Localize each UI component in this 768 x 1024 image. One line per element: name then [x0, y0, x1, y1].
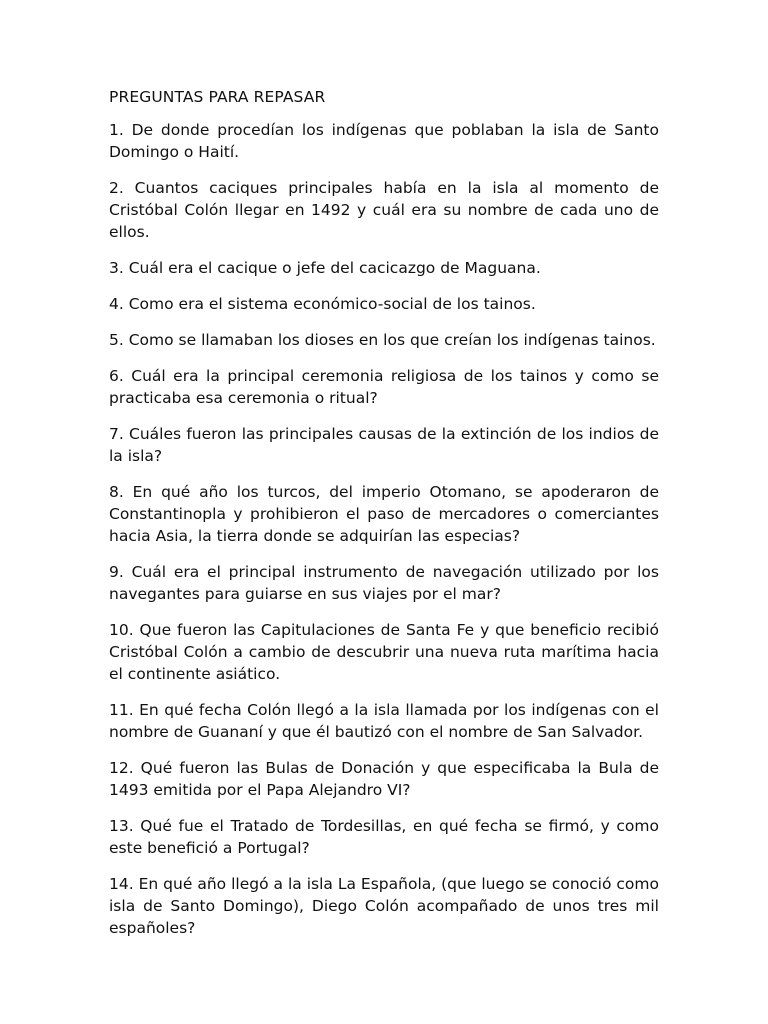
question-2: 2. Cuantos caciques principales había en la isla al momento de Cristóbal Colón llegar en 1492 y cuál era su nombre de cada uno de ellos.: [109, 179, 659, 241]
question-12: 12. Qué fueron las Bulas de Donación y que especificaba la Bula de 1493 emitida por el Papa Alejandro VI?: [109, 759, 659, 799]
document-title: PREGUNTAS PARA REPASAR: [109, 88, 326, 106]
question-11: 11. En qué fecha Colón llegó a la isla llamada por los indígenas con el nombre de Guananí y que él bautizó con el nombre de San Salvador.: [109, 701, 659, 741]
question-4: 4. Como era el sistema económico-social de los tainos.: [109, 295, 536, 313]
question-10: 10. Que fueron las Capitulaciones de Santa Fe y que beneficio recibió Cristóbal Colón a cambio de descubrir una nueva ruta marítima hacia el continente asiático.: [109, 621, 659, 683]
question-13: 13. Qué fue el Tratado de Tordesillas, en qué fecha se firmó, y como este benefició a Portugal?: [109, 817, 659, 857]
question-7: 7. Cuáles fueron las principales causas de la extinción de los indios de la isla?: [109, 425, 659, 465]
question-14: 14. En qué año llegó a la isla La Española, (que luego se conoció como isla de Santo Domingo), Diego Colón acompañado de unos tres mil españoles?: [109, 875, 659, 937]
question-5: 5. Como se llamaban los dioses en los que creían los indígenas tainos.: [109, 331, 656, 349]
question-8: 8. En qué año los turcos, del imperio Otomano, se apoderaron de Constantinopla y prohibieron el paso de mercadores o comerciantes hacia Asia, la tierra donde se adquirían las especias?: [109, 483, 659, 545]
question-1: 1. De donde procedían los indígenas que poblaban la isla de Santo Domingo o Haití.: [109, 121, 659, 161]
question-3: 3. Cuál era el cacique o jefe del cacicazgo de Maguana.: [109, 259, 541, 277]
question-9: 9. Cuál era el principal instrumento de navegación utilizado por los navegantes para guiarse en sus viajes por el mar?: [109, 563, 659, 603]
question-6: 6. Cuál era la principal ceremonia religiosa de los tainos y como se practicaba esa ceremonia o ritual?: [109, 367, 659, 407]
